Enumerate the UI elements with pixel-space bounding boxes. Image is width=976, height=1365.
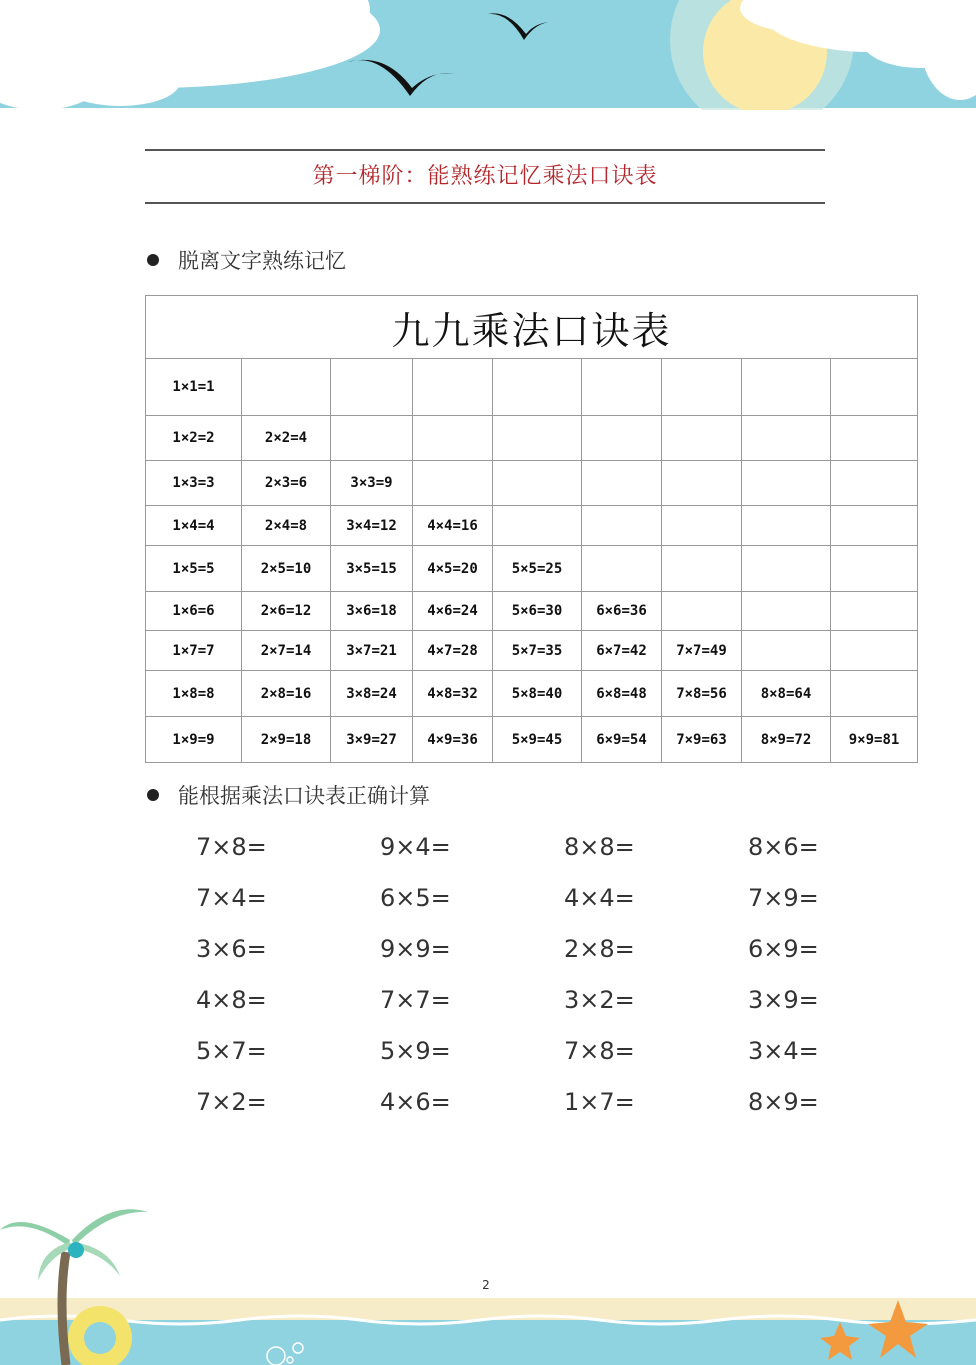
table-cell [742, 359, 831, 416]
table-cell: 3×3=9 [331, 461, 413, 506]
table-cell [493, 416, 582, 461]
bullet-heading-memorize [147, 246, 346, 276]
practice-problem: 8×8= [564, 833, 635, 861]
table-cell [662, 506, 742, 546]
bullet-icon [147, 789, 159, 801]
multiplication-table [145, 295, 918, 763]
table-cell [413, 359, 493, 416]
practice-problem: 9×4= [380, 833, 451, 861]
bullet-heading-text: 脱离文字熟练记忆 [178, 249, 346, 273]
table-cell: 5×5=25 [493, 546, 582, 592]
practice-problem: 5×9= [380, 1037, 451, 1065]
table-cell: 3×7=21 [331, 631, 413, 671]
practice-row [196, 927, 936, 978]
table-cell: 5×8=40 [493, 671, 582, 717]
table-cell: 4×7=28 [413, 631, 493, 671]
footer-beach-decoration [0, 1190, 976, 1365]
practice-problem: 6×9= [748, 935, 819, 963]
table-cell: 2×4=8 [242, 506, 331, 546]
sand-band [0, 1298, 976, 1320]
title-rule-top [145, 149, 825, 151]
practice-row [196, 1029, 936, 1080]
table-cell: 8×9=72 [742, 717, 831, 763]
table-cell: 9×9=81 [831, 717, 918, 763]
table-cell [662, 592, 742, 631]
practice-problem: 8×9= [748, 1088, 819, 1116]
table-cell: 3×6=18 [331, 592, 413, 631]
table-cell: 6×8=48 [582, 671, 662, 717]
practice-problems [196, 825, 936, 1131]
table-cell [742, 631, 831, 671]
table-cell: 6×6=36 [582, 592, 662, 631]
table-title: 九九乘法口诀表 [146, 296, 918, 359]
table-cell [662, 416, 742, 461]
table-cell: 6×7=42 [582, 631, 662, 671]
table-cell: 1×7=7 [146, 631, 242, 671]
table-cell: 5×7=35 [493, 631, 582, 671]
table-cell: 4×5=20 [413, 546, 493, 592]
practice-problem: 1×7= [564, 1088, 635, 1116]
table-cell [831, 546, 918, 592]
table-cell [831, 592, 918, 631]
practice-problem: 3×9= [748, 986, 819, 1014]
practice-problem: 4×6= [380, 1088, 451, 1116]
table-cell [662, 546, 742, 592]
table-cell [742, 592, 831, 631]
table-cell [831, 506, 918, 546]
table-cell [662, 359, 742, 416]
practice-problem: 6×5= [380, 884, 451, 912]
table-cell: 4×9=36 [413, 717, 493, 763]
table-cell: 7×9=63 [662, 717, 742, 763]
table-cell [582, 416, 662, 461]
practice-problem: 7×8= [564, 1037, 635, 1065]
table-cell: 1×5=5 [146, 546, 242, 592]
table-cell: 1×8=8 [146, 671, 242, 717]
practice-problem: 4×4= [564, 884, 635, 912]
practice-problem: 5×7= [196, 1037, 267, 1065]
table-cell [742, 506, 831, 546]
practice-problem: 9×9= [380, 935, 451, 963]
table-cell [831, 461, 918, 506]
practice-problem: 7×4= [196, 884, 267, 912]
table-cell [662, 461, 742, 506]
practice-problem: 7×7= [380, 986, 451, 1014]
practice-row [196, 876, 936, 927]
table-cell: 6×9=54 [582, 717, 662, 763]
table-cell [413, 461, 493, 506]
table-cell: 2×3=6 [242, 461, 331, 506]
practice-problem: 3×4= [748, 1037, 819, 1065]
table-cell: 8×8=64 [742, 671, 831, 717]
table-cell: 2×9=18 [242, 717, 331, 763]
table-cell: 2×2=4 [242, 416, 331, 461]
table-cell [331, 359, 413, 416]
table-cell [413, 416, 493, 461]
practice-problem: 7×2= [196, 1088, 267, 1116]
table-cell: 4×4=16 [413, 506, 493, 546]
table-cell: 5×6=30 [493, 592, 582, 631]
table-cell: 3×4=12 [331, 506, 413, 546]
page-number: 2 [482, 1278, 490, 1292]
bullet-heading-calculate [147, 781, 430, 811]
table-cell: 4×8=32 [413, 671, 493, 717]
table-cell [831, 359, 918, 416]
table-cell: 1×3=3 [146, 461, 242, 506]
table-cell [493, 461, 582, 506]
practice-row [196, 1080, 936, 1131]
table-cell [242, 359, 331, 416]
table-cell [582, 359, 662, 416]
table-cell [742, 461, 831, 506]
practice-problem: 8×6= [748, 833, 819, 861]
table-cell: 2×8=16 [242, 671, 331, 717]
table-cell: 4×6=24 [413, 592, 493, 631]
table-cell [582, 461, 662, 506]
practice-problem: 2×8= [564, 935, 635, 963]
practice-problem: 7×9= [748, 884, 819, 912]
table-cell [582, 546, 662, 592]
table-cell: 2×5=10 [242, 546, 331, 592]
practice-problem: 4×8= [196, 986, 267, 1014]
practice-problem: 3×2= [564, 986, 635, 1014]
table-cell: 1×1=1 [146, 359, 242, 416]
practice-problem: 3×6= [196, 935, 267, 963]
table-cell: 2×6=12 [242, 592, 331, 631]
bullet-icon [147, 254, 159, 266]
table-cell: 7×7=49 [662, 631, 742, 671]
table-cell [493, 506, 582, 546]
table-cell: 1×4=4 [146, 506, 242, 546]
table-cell [831, 416, 918, 461]
title-rule-bottom [145, 202, 825, 204]
table-cell [742, 416, 831, 461]
header-sky-decoration [0, 0, 976, 110]
table-cell: 5×9=45 [493, 717, 582, 763]
table-cell [831, 631, 918, 671]
table-cell [493, 359, 582, 416]
table-cell: 2×7=14 [242, 631, 331, 671]
table-cell: 3×9=27 [331, 717, 413, 763]
table-cell: 3×8=24 [331, 671, 413, 717]
table-cell: 7×8=56 [662, 671, 742, 717]
table-cell [742, 546, 831, 592]
practice-row [196, 825, 936, 876]
practice-problem: 7×8= [196, 833, 267, 861]
table-cell [582, 506, 662, 546]
table-cell: 3×5=15 [331, 546, 413, 592]
section-title: 第一梯阶：能熟练记忆乘法口诀表 [312, 164, 658, 189]
table-cell: 1×9=9 [146, 717, 242, 763]
table-cell [831, 671, 918, 717]
table-cell: 1×2=2 [146, 416, 242, 461]
table-cell [331, 416, 413, 461]
bullet-heading-text: 能根据乘法口诀表正确计算 [178, 784, 430, 808]
practice-row [196, 978, 936, 1029]
table-cell: 1×6=6 [146, 592, 242, 631]
